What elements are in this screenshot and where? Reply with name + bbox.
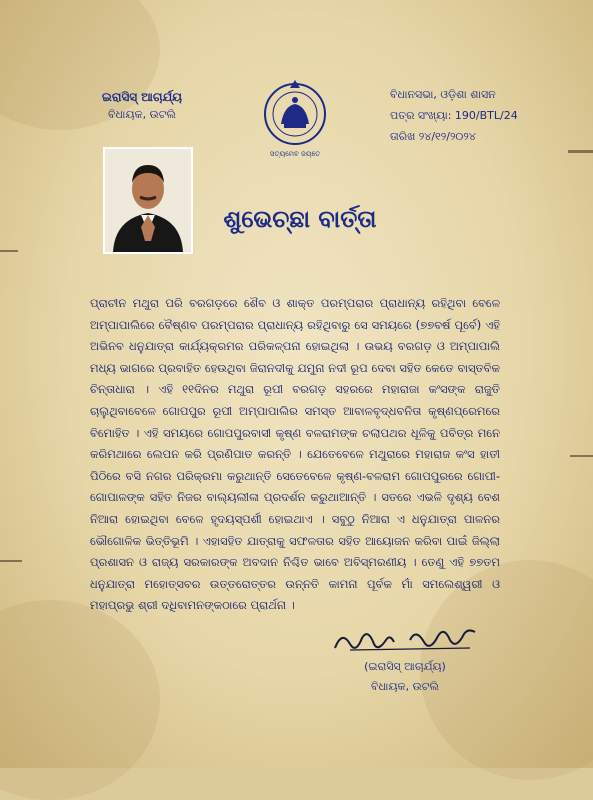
message-body: ପ୍ରାଚୀନ ମଥୁରା ପରି ବରଗଡ଼ରେ ଶୈବ ଓ ଶାକ୍ତ ପରମ୍ପରାର ପ୍ରାଧାନ୍ୟ ରହିଥିବା ବେଳେ ଅମ୍ପାପାଲିରେ ବୈଷ୍ଣବ ପରମ୍ପରାର ପ୍ରାଧାନ୍ୟ ରହିଥିବାରୁ ସେ ସମୟରେ (୭୭ବର୍ଷ ପୂର୍ବେ) ଏହି ଅଭିନବ ଧନୁଯାତ୍ରା କାର୍ଯ୍ୟକ୍ରମର ପରିକଳ୍ପନା ହୋଇଥିଲା । ଉଭୟ ବରଗଡ଼ ଓ ଅମ୍ପାପାଲି ମଧ୍ୟ ଭାଗରେ ପ୍ରବାହିତ ହେଉଥିବା ଜିରାନଦୀକୁ ଯମୁନା ନଦୀ ରୂପ ଦେବା ସହିତ କେତେ ବାସ୍ତବିକ ଚିନ୍ତାଧାରା । ଏହି ୧୧ଦିନର ମଥୁରା ରୂପୀ ବରଗଡ଼ ସହରରେ ମହାରାଜା କଂସଙ୍କ ରାଜୁତି ଚାଲୁଥିବାବେଳେ ଗୋପପୁର ରୂପୀ ଅମ୍ପାପାଲିର ସମସ୍ତ ଆବାଳବୃଦ୍ଧବନିତା କୃଷ୍ଣପ୍ରେମରେ ବିମୋହିତ । ଏହି ସମୟରେ ଗୋପପୁରବାସୀ କୃଷ୍ଣ ବଳରାମଙ୍କ ଚଲାପଥର ଧୂଳିକୁ ପବିତ୍ର ମନେ କରିମଥାରେ ଲେପନ କରି ପ୍ରଣିପାତ କରନ୍ତି । ଯେତେବେଳେ ମଥୁରାରେ ମହାରାଜ କଂସ ହାତୀ ପିଠିରେ ବସି ନଗର ପରିକ୍ରମା କରୁଥାନ୍ତି ସେତେବେଳେ କୃଷ୍ଣ-ବଳରାମ ଗୋପପୁରରେ ଗୋପୀ-ଗୋପାଳଙ୍କ ସହିତ ନିଜର ବାଲ୍ୟଲୀଳା ପ୍ରଦର୍ଶନ କରୁଥାଆନ୍ତି । ସତରେ ଏଭଳି ଦୃଶ୍ୟ ବେଶ ନିଆରା ହୋଇଥିବା ବେଳେ ହୃଦୟସ୍ପର୍ଶୀ ହୋଇଥାଏ । ସବୁଠୁ ନିଆରା ଏ ଧନୁଯାତ୍ରା ପାଳନର ଭୌଗୋଳିକ ଭିତ୍ତିଭୂମି । ଏହାସହିତ ଯାତ୍ରାକୁ ସଫଳତାର ସହିତ ଆୟୋଜନ କରିବା ପାଇଁ ଜିଲ୍ଲା ପ୍ରଶାସନ ଓ ରାଜ୍ୟ ସରକାରଙ୍କ ଅବଦାନ ନିଶ୍ଚିତ ଭାବେ ଅବିସ୍ମରଣୀୟ । ତେଣୁ ଏହି ୭୭ତମ ଧନୁଯାତ୍ରା ମହୋତ୍ସବର ଉତ୍ତରୋତ୍ତର ଉନ୍ନତି କାମନା ପୂର୍ବକ ମାଁ ସମଲେଶ୍ୱରୀ ଓ ମହାପ୍ରଭୁ ଶ୍ରୀ ଦଧିବାମନଙ୍କଠାରେ ପ୍ରାର୍ଥନା । [90,296,500,613]
paper-tear-mark [568,150,593,153]
odisha-emblem-icon [262,76,328,154]
handwritten-signature [330,620,480,660]
emblem-motto: ସତ୍ୟମେବ ଜୟତେ [269,150,321,158]
reference-letter-number: ପତ୍ର ସଂଖ୍ୟା: 190/BTL/24 [390,109,518,122]
paper-tear-mark [570,455,593,457]
signatory-title: ବିଧାୟକ, ଉଟଲି [370,680,439,693]
reference-block [390,84,518,147]
portrait-image [105,149,191,252]
paper-tear-mark [0,560,22,562]
reference-date: ତାରିଖ ୨୪/୧୨/୨୦୨୪ [390,130,476,143]
sender-name: ଇରାସିସ୍ ଆଚାର୍ଯ୍ୟ [101,90,183,104]
reference-office: ବିଧାନସଭା, ଓଡ଼ିଶା ଶାସନ [390,88,496,101]
signatory-name: (ଇରାସିସ୍ ଆଚାର୍ଯ୍ୟ) [364,660,446,673]
portrait-photo [103,147,193,254]
greeting-heading: ଶୁଭେଚ୍ଛା ବାର୍ତ୍ତା [223,205,377,233]
sender-title: ବିଧାୟକ, ଉଟଲି [107,108,176,121]
paper-tear-mark [0,250,18,252]
